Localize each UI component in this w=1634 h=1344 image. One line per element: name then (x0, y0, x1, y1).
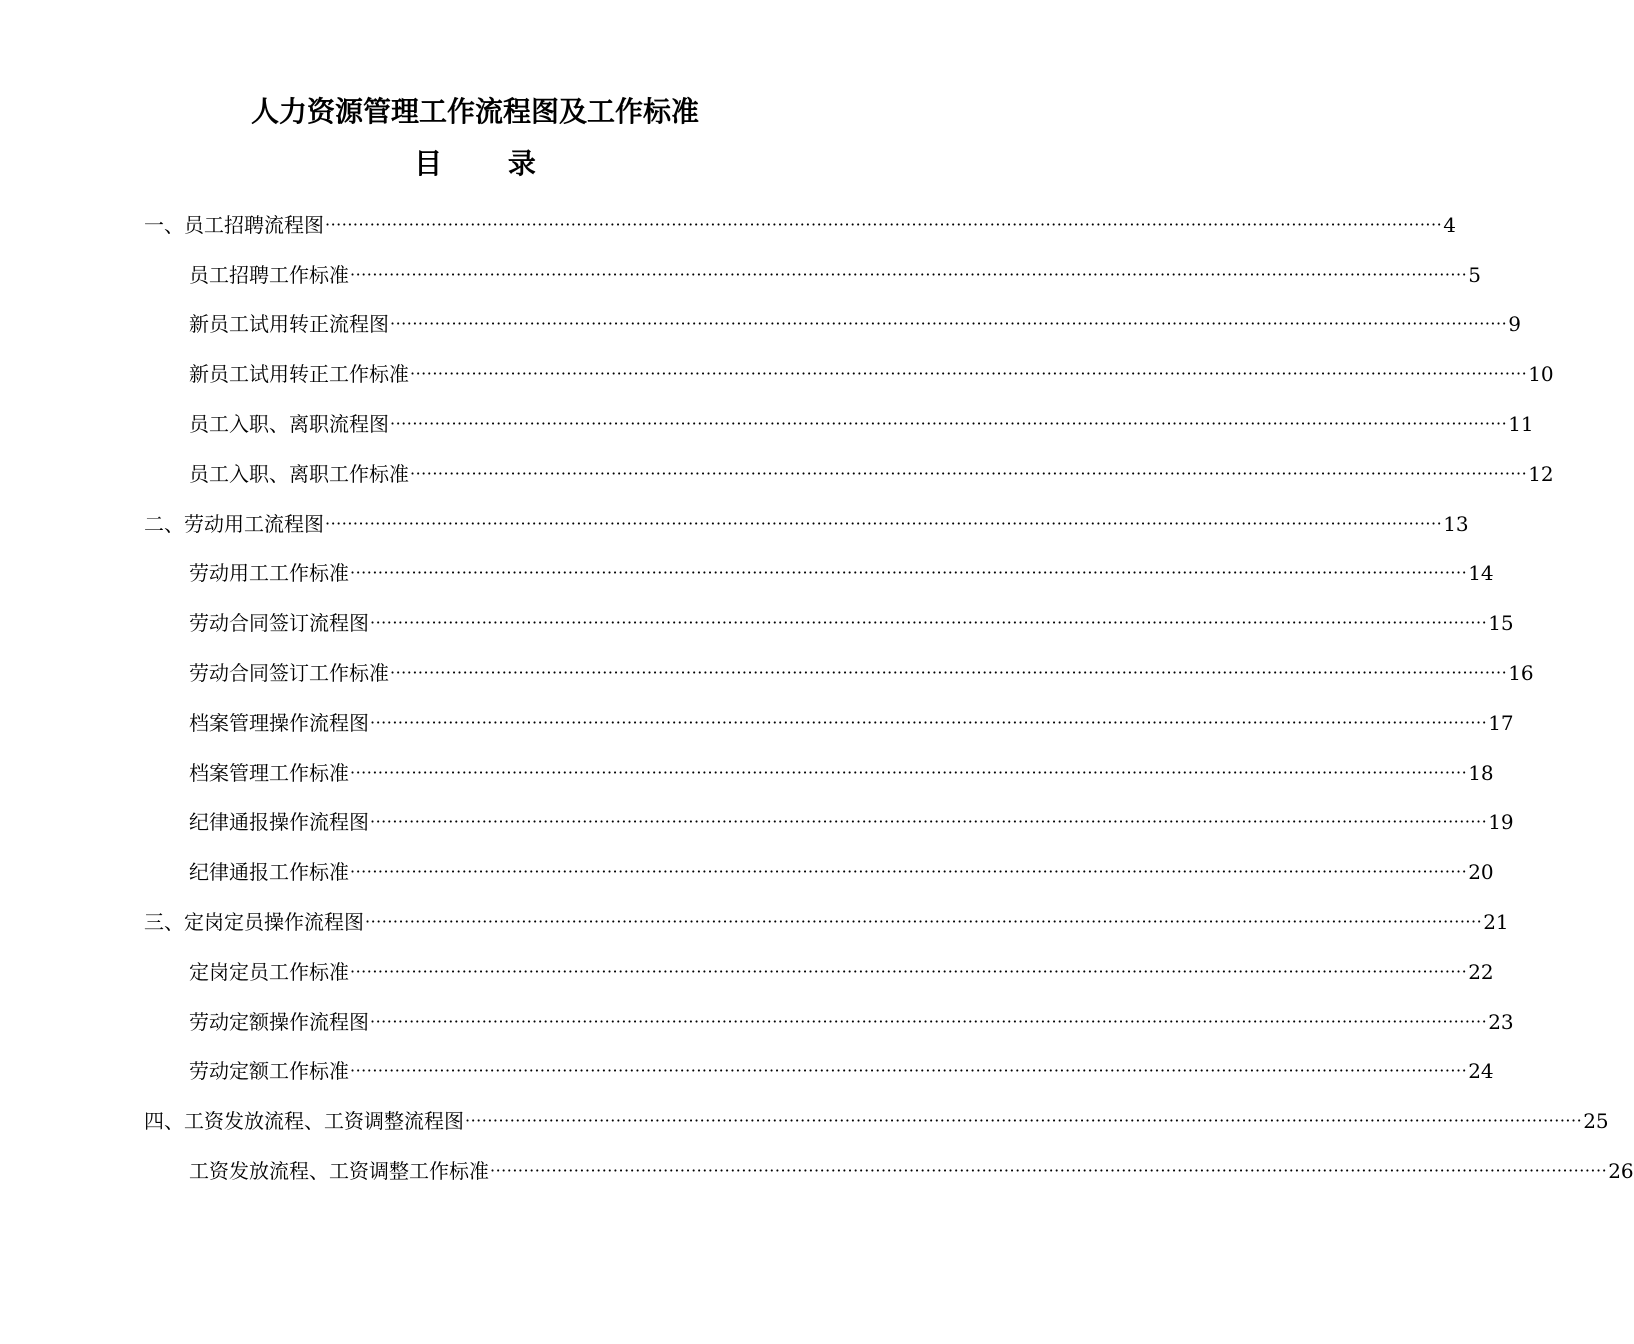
toc-entry-title: 工资发放流程、工资调整工作标准 (189, 1159, 489, 1184)
toc-entry[interactable] (0, 399, 1534, 449)
toc-entry-page-number: 23 (1488, 1009, 1514, 1034)
toc-entry-page-number: 12 (1528, 461, 1554, 486)
dot-leader: ········································································································································································································ (490, 1161, 1608, 1181)
dot-leader: ········································································································································································································ (390, 314, 1508, 334)
toc-entry-page-number: 13 (1443, 511, 1469, 536)
toc-entry-title: 劳动用工工作标准 (189, 561, 349, 586)
dot-leader: ········································································································································································································ (370, 812, 1488, 832)
toc-entry-number: 二、 (144, 511, 184, 536)
toc-entry[interactable] (0, 300, 1521, 350)
dot-leader: ········································································································································································································ (325, 513, 1443, 533)
dot-leader: ········································································································································································································ (410, 463, 1528, 483)
toc-entry-title: 劳动定额操作流程图 (189, 1009, 369, 1034)
toc-entry-page-number: 15 (1488, 611, 1514, 636)
toc-entry-page-number: 16 (1508, 661, 1534, 686)
toc-entry-title: 劳动合同签订流程图 (189, 611, 369, 636)
page-title: 人力资源管理工作流程图及工作标准 (250, 95, 699, 128)
toc-entry[interactable] (0, 349, 1554, 399)
toc-entry[interactable] (0, 897, 1509, 947)
toc-entry-page-number: 17 (1488, 710, 1514, 735)
toc-entry[interactable] (0, 1047, 1494, 1097)
toc-entry-page-number: 4 (1443, 212, 1456, 237)
toc-entry-title: 劳动合同签订工作标准 (189, 661, 389, 686)
toc-entry-title: 员工招聘流程图 (184, 212, 324, 237)
toc-entry-title: 档案管理工作标准 (189, 760, 349, 785)
toc-entry-title: 新员工试用转正工作标准 (189, 362, 409, 387)
toc-entry-number: 一、 (144, 212, 184, 237)
dot-leader: ········································································································································································································ (350, 563, 1468, 583)
dot-leader: ········································································································································································································ (350, 961, 1468, 981)
toc-entry-title: 新员工试用转正流程图 (189, 312, 389, 337)
toc-entry-title: 工资发放流程、工资调整流程图 (184, 1109, 464, 1134)
toc-entry[interactable] (0, 798, 1514, 848)
toc-entry[interactable] (0, 549, 1494, 599)
dot-leader: ········································································································································································································ (370, 712, 1488, 732)
toc-entry[interactable] (0, 748, 1494, 798)
toc-entry[interactable] (0, 947, 1494, 997)
dot-leader: ········································································································································································································ (350, 862, 1468, 882)
toc-entry-title: 纪律通报工作标准 (189, 860, 349, 885)
toc-entry-page-number: 19 (1488, 810, 1514, 835)
toc-entry-page-number: 18 (1468, 760, 1494, 785)
toc-entry[interactable] (0, 1096, 1609, 1146)
toc-entry-page-number: 26 (1608, 1159, 1634, 1184)
toc-entry[interactable] (0, 1146, 1634, 1196)
dot-leader: ········································································································································································································ (390, 663, 1508, 683)
toc-entry-page-number: 24 (1468, 1059, 1494, 1084)
toc-entry[interactable] (0, 598, 1514, 648)
toc-heading: 目 录 (414, 147, 564, 180)
dot-leader: ········································································································································································································ (350, 1061, 1468, 1081)
toc-entry-page-number: 21 (1483, 910, 1509, 935)
dot-leader: ········································································································································································································ (390, 414, 1508, 434)
toc-entry-title: 定岗定员工作标准 (189, 959, 349, 984)
toc-entry[interactable] (0, 250, 1481, 300)
dot-leader: ········································································································································································································ (350, 762, 1468, 782)
toc-entry-page-number: 25 (1583, 1109, 1609, 1134)
toc-entry-title: 定岗定员操作流程图 (184, 910, 364, 935)
toc-entry[interactable] (0, 499, 1469, 549)
toc-entry-title: 档案管理操作流程图 (189, 710, 369, 735)
toc-entry[interactable] (0, 847, 1494, 897)
toc-entry[interactable] (0, 648, 1534, 698)
dot-leader: ········································································································································································································ (350, 264, 1468, 284)
toc-entry-page-number: 9 (1508, 312, 1521, 337)
table-of-contents (0, 200, 1634, 1196)
toc-entry-title: 员工入职、离职流程图 (189, 412, 389, 437)
toc-entry-number: 三、 (144, 910, 184, 935)
dot-leader: ········································································································································································································ (370, 613, 1488, 633)
toc-entry-title: 纪律通报操作流程图 (189, 810, 369, 835)
toc-entry[interactable] (0, 449, 1554, 499)
toc-entry-title: 员工入职、离职工作标准 (189, 461, 409, 486)
toc-entry-title: 劳动用工流程图 (184, 511, 324, 536)
toc-entry-title: 劳动定额工作标准 (189, 1059, 349, 1084)
toc-entry[interactable] (0, 997, 1514, 1047)
toc-entry-page-number: 20 (1468, 860, 1494, 885)
toc-entry-page-number: 10 (1528, 362, 1554, 387)
dot-leader: ········································································································································································································ (325, 214, 1443, 234)
toc-entry-page-number: 14 (1468, 561, 1494, 586)
toc-entry[interactable] (0, 698, 1514, 748)
dot-leader: ········································································································································································································ (365, 912, 1483, 932)
dot-leader: ········································································································································································································ (465, 1111, 1583, 1131)
toc-entry-number: 四、 (144, 1109, 184, 1134)
toc-entry-page-number: 5 (1468, 262, 1481, 287)
dot-leader: ········································································································································································································ (410, 364, 1528, 384)
toc-entry-title: 员工招聘工作标准 (189, 262, 349, 287)
toc-entry-page-number: 22 (1468, 959, 1494, 984)
toc-entry[interactable] (0, 200, 1456, 250)
toc-entry-page-number: 11 (1508, 412, 1534, 437)
dot-leader: ········································································································································································································ (370, 1011, 1488, 1031)
